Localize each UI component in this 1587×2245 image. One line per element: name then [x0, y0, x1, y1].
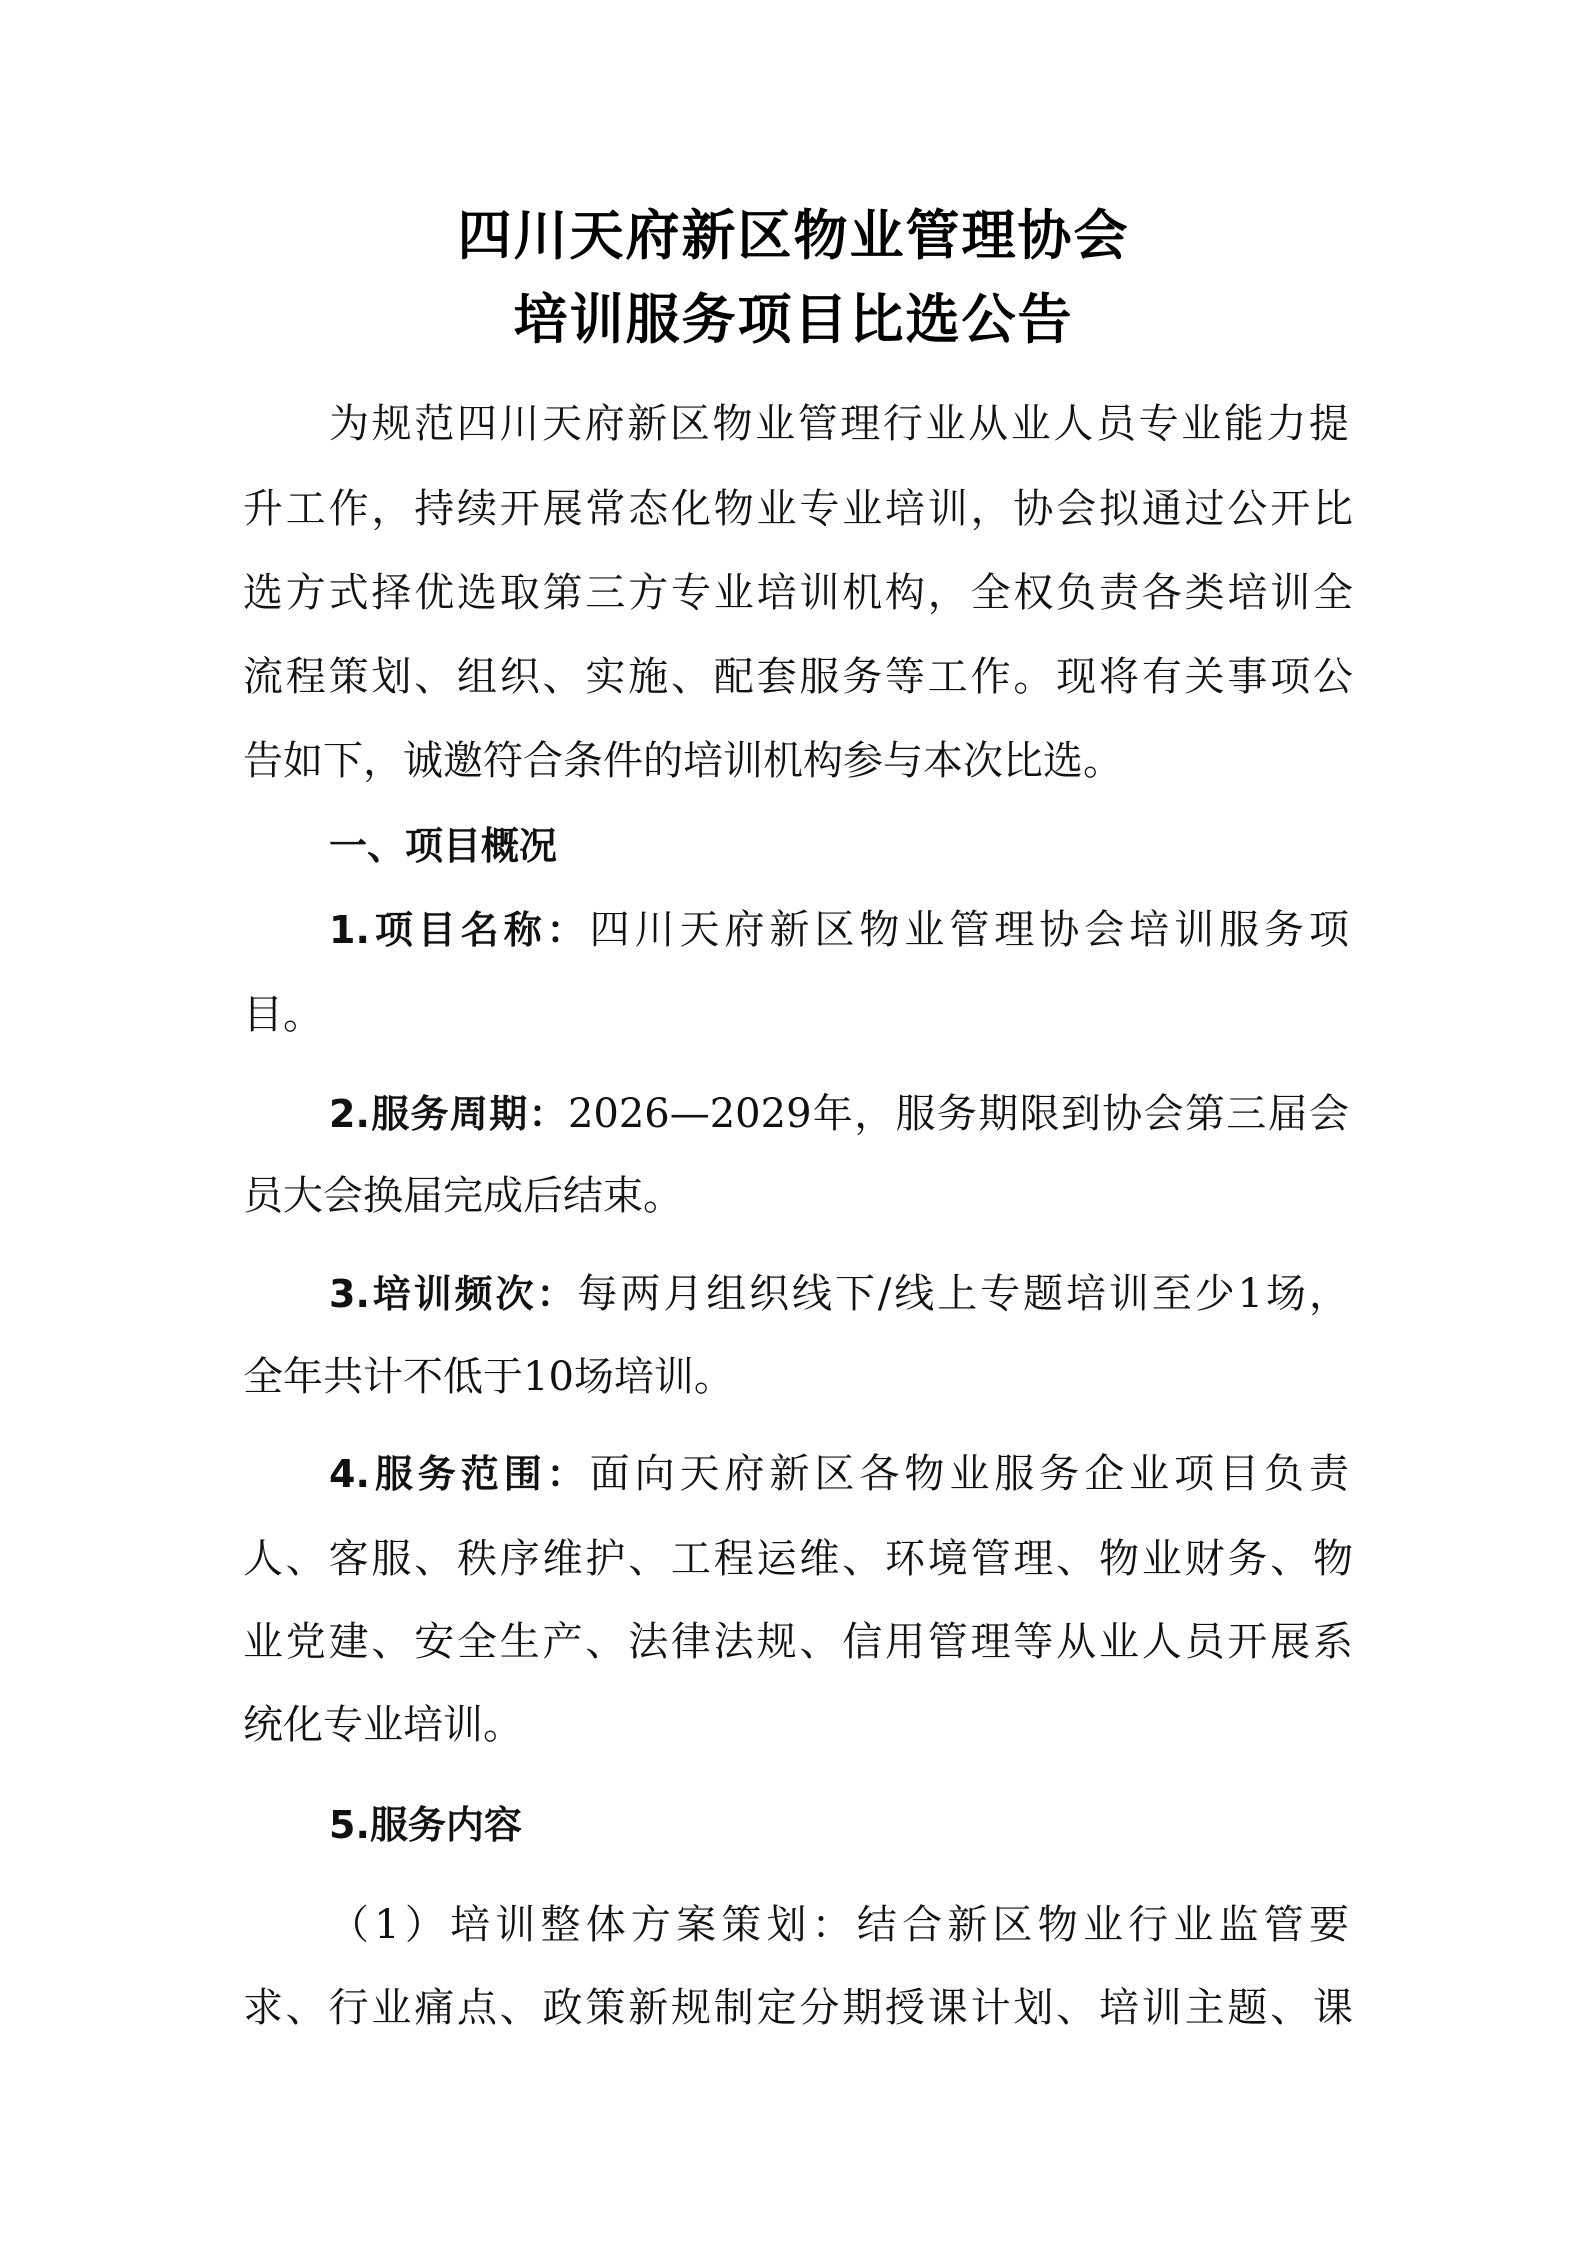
item-service-period-line2: 员大会换届完成后结束。: [243, 1173, 683, 1219]
item-plan-line2: 求、行业痛点、政策新规制定分期授课计划、培训主题、课: [243, 1985, 1353, 2031]
item-service-period-line1: [329, 1086, 1349, 1142]
item-service-content-label: 5.服务内容: [329, 1803, 522, 1847]
document-title-line2: 培训服务项目比选公告: [513, 288, 1074, 351]
item-service-period-label: 2.服务周期：: [329, 1092, 568, 1136]
intro-line-2: 升工作，持续开展常态化物业专业培训，协会拟通过公开比: [243, 486, 1353, 532]
intro-line-4: 流程策划、组织、实施、配套服务等工作。现将有关事项公: [243, 654, 1353, 700]
item-service-period-text: 2026—2029年，服务期限到协会第三届会: [567, 1091, 1349, 1137]
item-plan-line1: （1）培训整体方案策划：结合新区物业行业监管要: [329, 1902, 1349, 1948]
item-service-scope-label: 4.服务范围：: [329, 1452, 590, 1496]
item-project-name-label: 1.项目名称：: [329, 908, 590, 952]
item-training-frequency-line1: [329, 1266, 1349, 1322]
document-title-line1: 四川天府新区物业管理协会: [457, 204, 1130, 267]
item-training-frequency-text: 每两月组织线下/线上专题培训至少1场，: [577, 1271, 1349, 1317]
item-service-scope-line3: 业党建、安全生产、法律法规、信用管理等从业人员开展系: [243, 1619, 1353, 1665]
item-training-frequency-line2: 全年共计不低于10场培训。: [243, 1354, 734, 1400]
item-project-name-text: 四川天府新区物业管理协会培训服务项: [589, 907, 1349, 953]
item-training-frequency-label: 3.培训频次：: [329, 1272, 578, 1316]
intro-line-5: 告如下，诚邀符合条件的培训机构参与本次比选。: [243, 738, 1123, 784]
item-service-scope-text: 面向天府新区各物业服务企业项目负责: [589, 1451, 1349, 1497]
item-service-content-heading: [329, 1797, 1349, 1853]
item-service-scope-line1: [329, 1446, 1349, 1502]
item-service-scope-line2: 人、客服、秩序维护、工程运维、环境管理、物业财务、物: [243, 1536, 1353, 1582]
item-project-name-line1: [329, 902, 1349, 958]
intro-line-3: 选方式择优选取第三方专业培训机构，全权负责各类培训全: [243, 570, 1353, 616]
section-heading-project-overview: 一、项目概况: [329, 824, 558, 868]
item-service-scope-line4: 统化专业培训。: [243, 1702, 523, 1748]
intro-line-1: 为规范四川天府新区物业管理行业从业人员专业能力提: [329, 401, 1349, 447]
item-project-name-line2: 目。: [243, 992, 323, 1038]
